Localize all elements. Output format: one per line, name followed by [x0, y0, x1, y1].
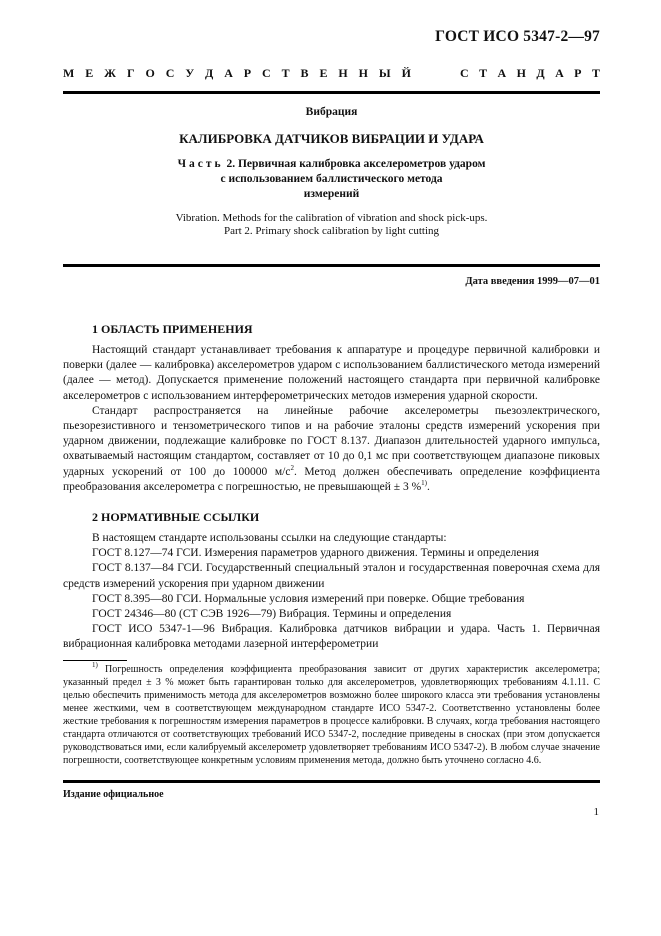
banner-letter: Н	[516, 66, 526, 80]
section-1-body	[63, 343, 600, 495]
banner-word-interstate	[63, 66, 411, 81]
banner-letter: Г	[126, 66, 135, 80]
banner-letter: Ж	[104, 66, 117, 80]
part-line-1: 2. Первичная калибровка акселерометров ударом	[223, 158, 486, 170]
title-block-rule	[63, 264, 600, 267]
banner-letter: С	[460, 66, 469, 80]
english-title-line-2: Part 2. Primary shock calibration by light cutting	[223, 225, 440, 237]
banner-letter: А	[224, 66, 233, 80]
section-2-body	[63, 531, 600, 653]
introduction-date: Дата введения 1999—07—01	[465, 276, 600, 287]
reference-item: ГОСТ 24346—80 (СТ СЭВ 1926—79) Вибрация. Термины и определения	[92, 608, 452, 621]
banner-letter: Й	[401, 66, 411, 80]
banner-letter: Ы	[378, 66, 391, 80]
interstate-standard-banner	[63, 66, 600, 81]
reference-item: ГОСТ 8.127—74 ГСИ. Измерения параметров ударного движения. Термины и определения	[92, 547, 540, 560]
banner-letter: Р	[574, 66, 582, 80]
banner-letter: В	[300, 66, 309, 80]
banner-letter: С	[262, 66, 271, 80]
banner-letter: Т	[281, 66, 290, 80]
banner-letter: У	[185, 66, 195, 80]
footnote-marker: 1)	[92, 661, 98, 669]
banner-letter: Р	[243, 66, 252, 80]
page-number: 1	[593, 806, 599, 818]
section-1-paragraph-2	[63, 404, 600, 495]
banner-letter: Д	[205, 66, 214, 80]
subject-heading: Вибрация	[305, 106, 358, 118]
banner-letter: А	[497, 66, 507, 80]
paragraph-text: Стандарт распространяется на линейные рабочие акселерометры пьезоэлектрического, пьезорезистивного и тензометрического типов и на рабочие эталоны средств измерений ускорения при ударном движении, подлежащие калибровке по ГОСТ 8.137. Диапазон длительностей ударного импульса, охватываемый настоящим стандартом, составляет от 10 до 0,1 мс при соответствующем диапазоне пиковых ударных ускорений от 100 до 100000 м/с	[63, 404, 600, 478]
reference-item: ГОСТ ИСО 5347-1—96 Вибрация. Калибровка датчиков вибрации и удара. Часть 1. Первичная вибрационная калибровка методами лазерной интерферометрии	[63, 623, 600, 651]
footer-rule	[63, 780, 600, 783]
banner-letter: М	[63, 66, 75, 80]
banner-letter: А	[555, 66, 564, 80]
part-prefix: Часть	[177, 158, 224, 170]
banner-letter: Н	[358, 66, 368, 80]
document-title: КАЛИБРОВКА ДАТЧИКОВ ВИБРАЦИИ И УДАРА	[179, 131, 484, 146]
section-2-heading: 2 НОРМАТИВНЫЕ ССЫЛКИ	[92, 510, 260, 524]
superscript-exponent: 2	[290, 463, 294, 472]
banner-letter: Т	[591, 66, 600, 80]
footnote	[63, 663, 600, 767]
footnote-reference[interactable]: 1)	[421, 478, 427, 487]
banner-letter: С	[165, 66, 175, 80]
banner-letter: Т	[479, 66, 488, 80]
paragraph-text: .	[427, 480, 430, 493]
banner-letter: Е	[319, 66, 328, 80]
english-title	[63, 212, 600, 238]
part-title	[63, 157, 600, 202]
references-intro: В настоящем стандарте использованы ссылки на следующие стандарты:	[92, 532, 447, 544]
banner-letter: О	[145, 66, 155, 80]
reference-item: ГОСТ 8.395—80 ГСИ. Нормальные условия измерений при поверке. Общие требования	[92, 592, 525, 605]
paragraph-text: . Метод должен обеспечивать определение коэффициента преобразования акселерометра с погрешностью, не превышающей ± 3 %	[63, 465, 600, 493]
section-1-heading: 1 ОБЛАСТЬ ПРИМЕНЕНИЯ	[92, 322, 253, 336]
banner-letter: Е	[85, 66, 94, 80]
english-title-line-1: Vibration. Methods for the calibration of vibration and shock pick-ups.	[175, 212, 488, 224]
banner-letter: Н	[338, 66, 348, 80]
banner-word-standard	[460, 66, 600, 81]
reference-item: ГОСТ 8.137—84 ГСИ. Государственный специальный эталон и государственная поверочная схема для средств измерений ускорения при ударном движении	[63, 562, 600, 590]
document-code: ГОСТ ИСО 5347-2—97	[435, 28, 600, 45]
part-line-2: с использованием баллистического метода	[220, 173, 443, 185]
banner-letter: Д	[536, 66, 545, 80]
footnote-text: Погрешность определения коэффициента преобразования зависит от других характеристик акселерометра; указанный предел ± 3 % может быть гарантирован только для акселерометров, удовлетворяющих требованиям 4.1.11. С целью обеспечить применимость метода для акселерометров возможно более широкого класса эти требования установлены менее жесткими, чем в соответствующем международном стандарте ИСО 5347-2. Соответственно установлены более жесткие требования к погрешностям измерения параметров в процессе калибровки. В случаях, когда требования настоящего стандарта отличаются от соответствующих требований ИСО 5347-2, последние приведены в сносках (при этом допускается руководствоваться ими, если калибруемый акселерометр удовлетворяет требованиям ИСО 5347-2). В любом случае значение погрешности, соответствующее конкретным условиям применения метода, должно быть уточнено согласно 4.6.	[63, 664, 600, 766]
official-edition-label: Издание официальное	[63, 789, 164, 800]
top-rule	[63, 91, 600, 94]
section-1-paragraph-1: Настоящий стандарт устанавливает требования к аппаратуре и процедуре первичной калибровки и поверки (далее — калибровка) акселерометров ударом с использованием баллистического метода измерений (далее — метод). Допускается применение положений настоящего стандарта при первичной калибровке акселерометров с использованием интерферометрических методов измерения ударной скорости.	[63, 344, 600, 402]
part-line-3: измерений	[303, 188, 360, 200]
